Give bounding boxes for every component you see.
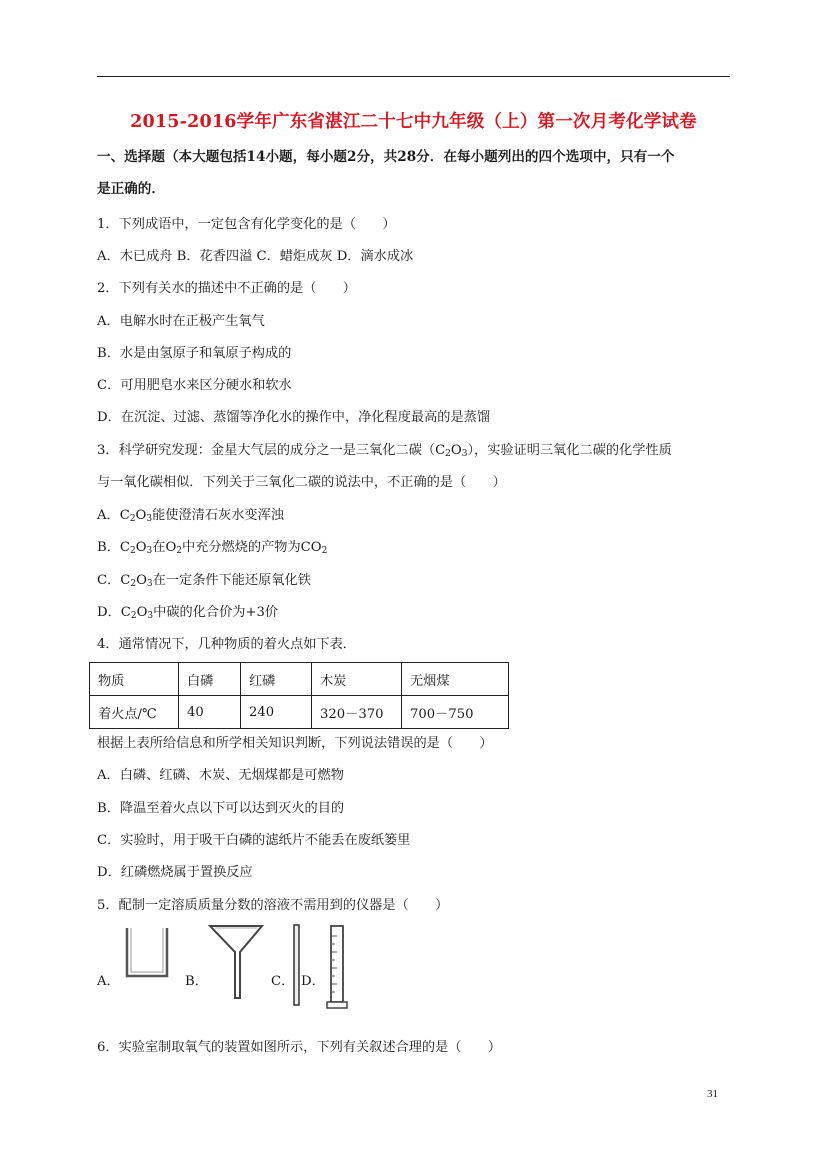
graduated-cylinder-icon [325,924,351,1010]
table-cell: 无烟煤 [402,663,509,696]
table-cell: 40 [179,696,241,729]
header-rule [97,76,730,77]
table-cell: 木炭 [312,663,402,696]
q2-option-a: A．电解水时在正极产生氧气 [97,314,265,329]
q5-option-images [97,922,397,1008]
q3-option-c: C．$C_2O_3$在一定条件下能还原氧化铁 [97,573,311,589]
q6-stem: 6．实验室制取氧气的装置如图所示，下列有关叙述合理的是（ ） [97,1040,502,1055]
table-cell: 物质 [90,663,179,696]
q2-option-c: C．可用肥皂水来区分硬水和软水 [97,378,292,393]
q4-stem2: 根据上表所给信息和所学相关知识判断，下列说法错误的是（ ） [97,736,493,751]
beaker-icon [123,926,171,978]
table-cell: 700－750 [402,696,509,729]
q3-option-b: B．$C_2O_3$在$O_2$中充分燃烧的产物为$CO_2$ [97,540,328,556]
q4-stem: 4．通常情况下，几种物质的着火点如下表． [97,637,356,652]
q5-label-c: C． [271,974,295,989]
q3-stem-line1: 3．科学研究发现：金星大气层的成分之一是三氧化二碳$(C_2O_3)$，实验证明三氧化二碳的化学性质 [97,443,672,459]
q1-stem: 1．下列成语中，一定包含有化学变化的是（ ） [97,217,396,232]
q5-label-a: A． [97,974,120,989]
q2-option-b: B．水是由氢原子和氧原子构成的 [97,346,292,361]
ignition-point-table [89,662,509,729]
q1-options: A．木已成舟 B．花香四溢 C．蜡炬成灰 D．滴水成冰 [97,249,414,264]
q3-stem-line2: 与一氧化碳相似．下列关于三氧化二碳的说法中，不正确的是（ ） [97,475,506,490]
q2-option-d: D．在沉淀、过滤、蒸馏等净化水的操作中，净化程度最高的是蒸馏 [97,410,491,425]
table-cell: 240 [241,696,312,729]
table-cell: 320－370 [312,696,402,729]
q5-label-d: D． [301,974,325,989]
section-heading-line2: 是正确的． [97,181,165,197]
glass-rod-icon [293,924,301,1006]
q5-label-b: B． [185,974,208,989]
table-row [90,696,509,729]
q4-option-d: D．红磷燃烧属于置换反应 [97,865,253,880]
q3-option-a: A．$C_2O_3$能使澄清石灰水变浑浊 [97,508,284,524]
q2-stem: 2．下列有关水的描述中不正确的是（ ） [97,281,356,296]
funnel-icon [208,924,264,1000]
table-header-row [90,663,509,696]
q3-option-d: D．$C_2O_3$中碳的化合价为+3价 [97,605,279,621]
page-title: 2015-2016学年广东省湛江二十七中九年级（上）第一次月考化学试卷 [130,112,697,132]
q5-stem: 5．配制一定溶质质量分数的溶液不需用到的仪器是（ ） [97,898,449,913]
q4-option-b: B．降温至着火点以下可以达到灭火的目的 [97,801,345,816]
q4-option-c: C．实验时，用于吸干白磷的滤纸片不能丢在废纸篓里 [97,833,411,848]
q4-option-a: A．白磷、红磷、木炭、无烟煤都是可燃物 [97,768,344,783]
table-cell: 白磷 [179,663,241,696]
page-number: 31 [707,1088,718,1100]
section-heading-line1: 一、选择题（本大题包括14小题，每小题2分，共28分．在每小题列出的四个选项中，只有一个 [97,149,675,165]
table-cell: 着火点/℃ [90,696,179,729]
table-cell: 红磷 [241,663,312,696]
